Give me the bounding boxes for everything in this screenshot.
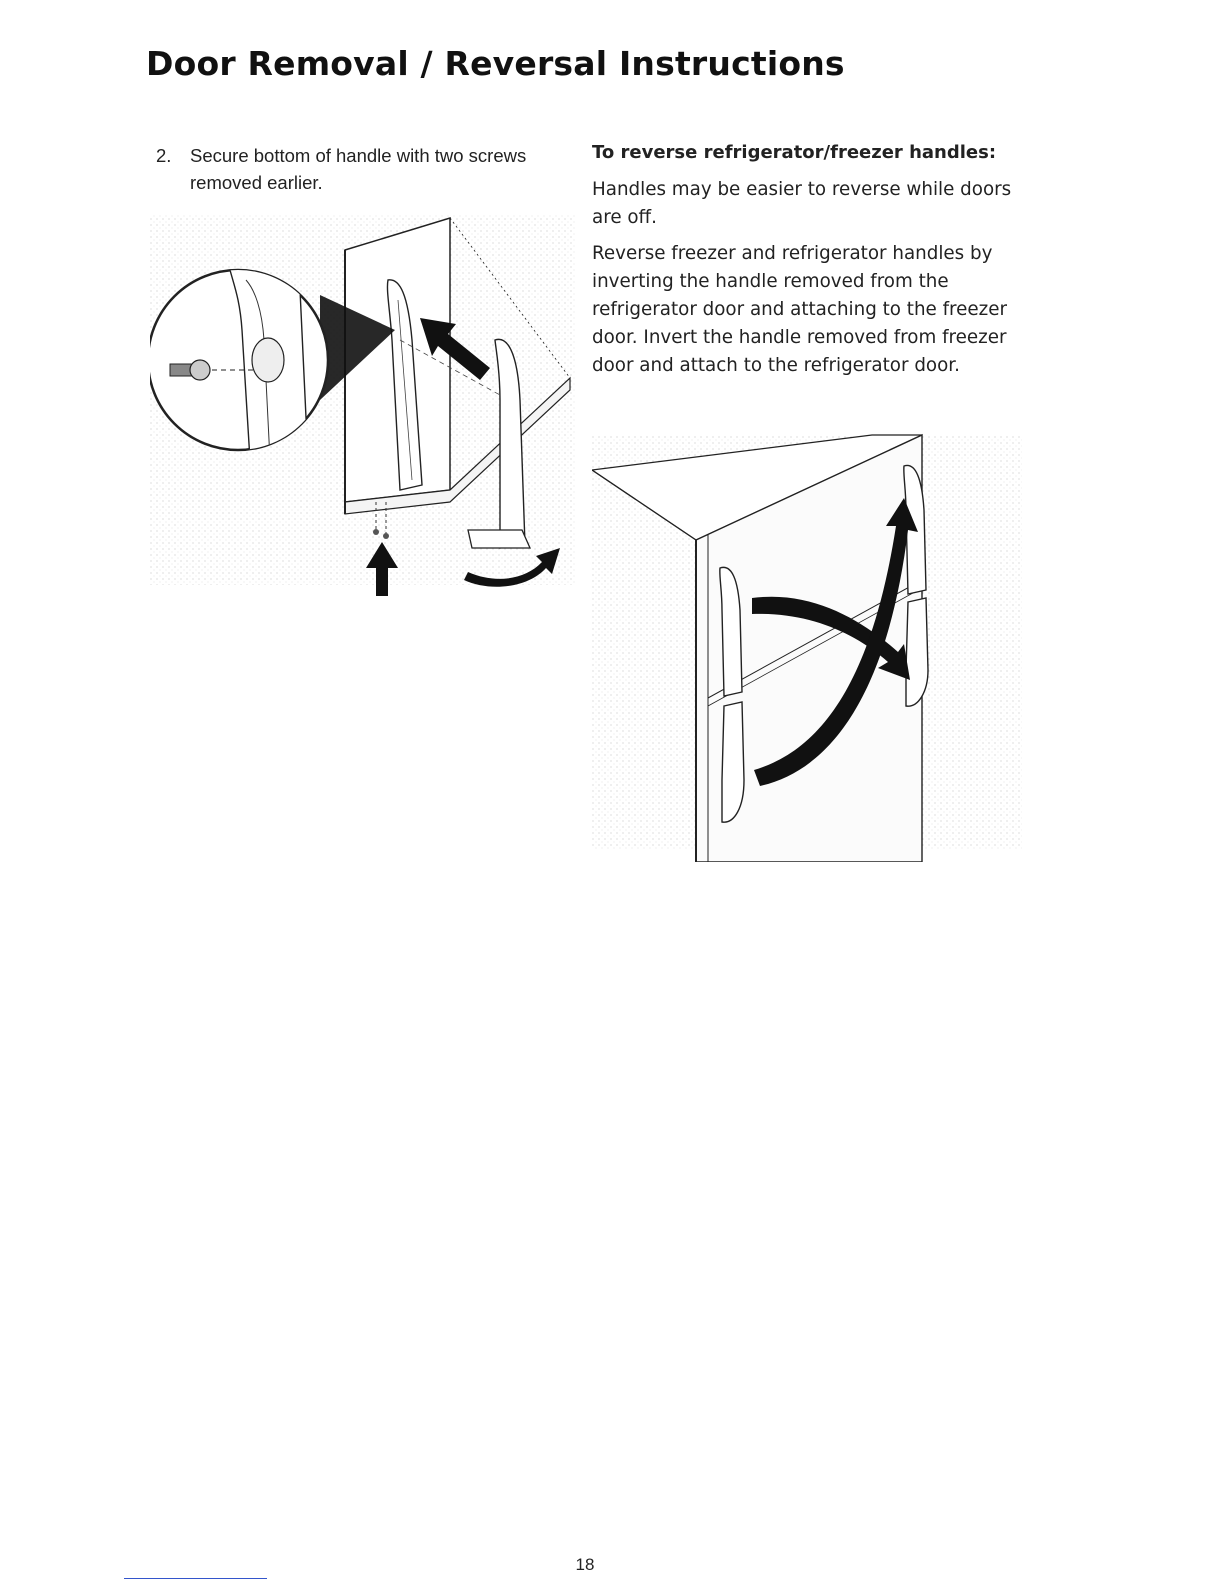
step-number: 2.: [156, 145, 172, 166]
page-title: Door Removal / Reversal Instructions: [146, 44, 845, 83]
paragraph-reverse-handles: Reverse freezer and refrigerator handles by inverting the handle removed from the refrigerator door and attaching to the freezer door. Invert the handle removed from freezer door and attach to the refrigerator door.: [592, 243, 1007, 376]
step-text: Secure bottom of handle with two screws removed earlier.: [190, 145, 527, 193]
fridge-handle-right: [906, 598, 928, 706]
page-number: 18: [575, 1555, 595, 1574]
fridge-handle-swap-illustration: [592, 430, 1022, 862]
footer-rule: [124, 1578, 267, 1579]
reverse-handles-section: [592, 140, 1022, 388]
section-heading: To reverse refrigerator/freezer handles:: [592, 142, 997, 163]
paragraph-doors-off: Handles may be easier to reverse while doors are off.: [592, 179, 1012, 228]
step-2: [156, 142, 576, 196]
handle-screw-illustration: [150, 200, 575, 600]
fridge-handle-left: [722, 702, 744, 822]
